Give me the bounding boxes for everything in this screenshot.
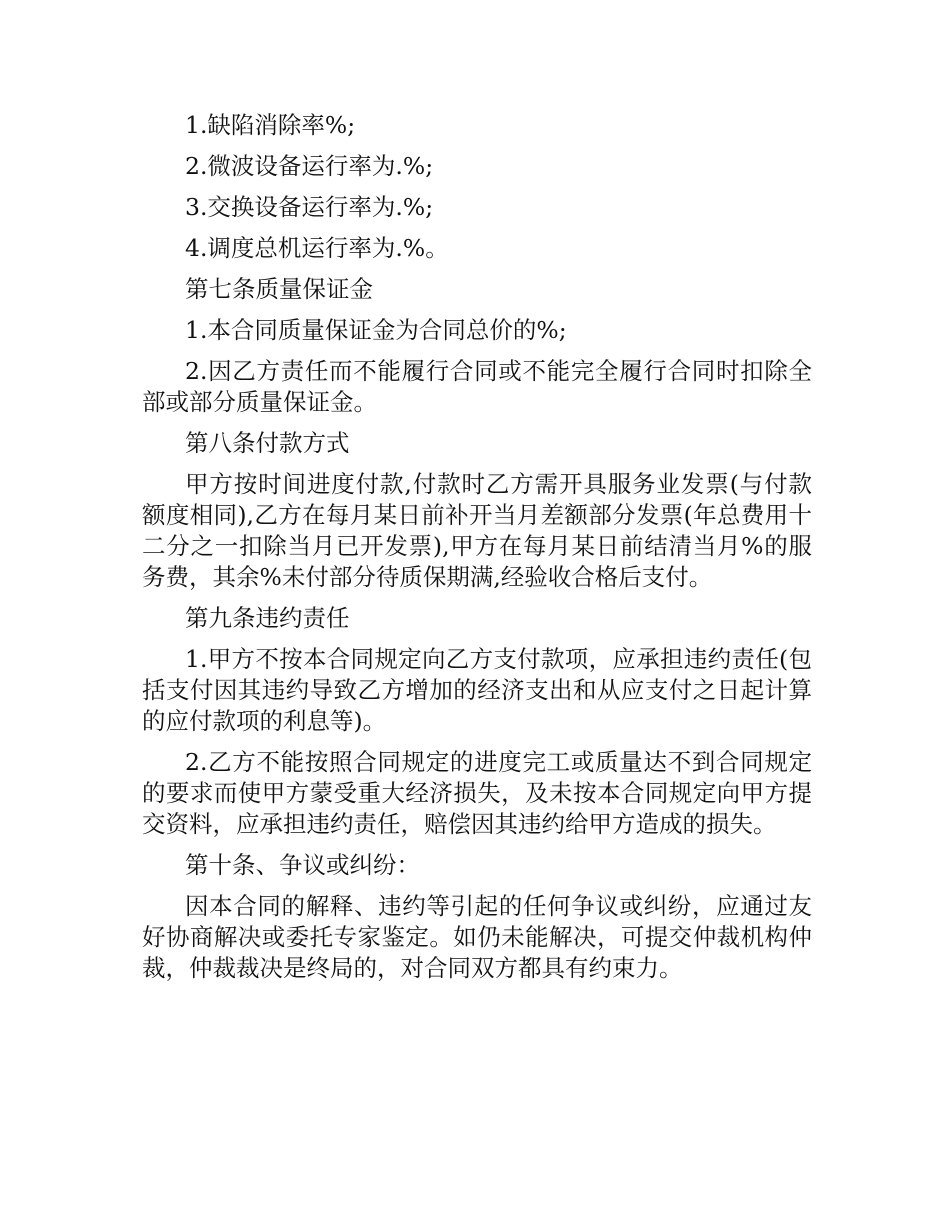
article-9-heading: 第九条违约责任 [185,604,350,632]
paragraph-dispatch-switchboard-rate: 4.调度总机运行率为.%。 [185,234,449,262]
paragraph-quality-deposit-deduction: 2.因乙方责任而不能履行合同或不能完全履行合同时扣除全部或部分质量保证金。 [142,357,812,416]
article-10-heading: 第十条、争议或纠纷： [185,851,420,879]
paragraph-party-b-breach: 2.乙方不能按照合同规定的进度完工或质量达不到合同规定的要求而使甲方蒙受重大经济损失，及未按本合同规定向甲方提交资料，应承担违约责任，赔偿因其违约给甲方造成的损失。 [142,748,812,838]
paragraph-microwave-equipment-rate: 2.微波设备运行率为.%; [185,152,434,180]
article-8-heading: 第八条付款方式 [185,429,350,457]
paragraph-defect-elimination-rate: 1.缺陷消除率%; [185,111,356,139]
document-body [142,110,812,994]
paragraph-party-a-breach: 1.甲方不按本合同规定向乙方支付款项，应承担违约责任(包括支付因其违约导致乙方增加的经济支出和从应支付之日起计算的应付款项的利息等)。 [142,645,812,735]
paragraph-quality-deposit-amount: 1.本合同质量保证金为合同总价的%; [185,316,567,344]
paragraph-switching-equipment-rate: 3.交换设备运行率为.%; [185,193,434,221]
article-7-heading: 第七条质量保证金 [185,275,373,303]
paragraph-payment-method: 甲方按时间进度付款,付款时乙方需开具服务业发票(与付款额度相同),乙方在每月某日前补开当月差额部分发票(年总费用十二分之一扣除当月已开发票),甲方在每月某日前结清当月%的服务费，其余%未付部分待质保期满,经验收合格后支付。 [142,470,812,591]
paragraph-dispute-resolution: 因本合同的解释、违约等引起的任何争议或纠纷，应通过友好协商解决或委托专家鉴定。如仍未能解决，可提交仲裁机构仲裁，仲裁裁决是终局的，对合同双方都具有约束力。 [142,892,812,982]
